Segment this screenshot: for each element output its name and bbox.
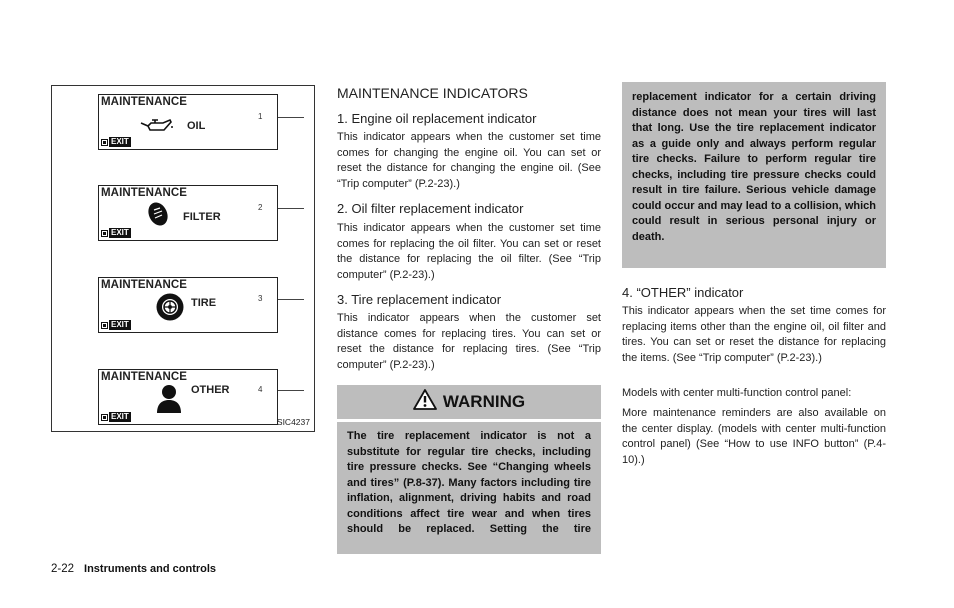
models-note: Models with center multi-function control panel: — [622, 387, 852, 399]
oil-can-icon — [139, 117, 173, 138]
exit-indicator: EXIT — [101, 137, 131, 147]
tire-screen — [98, 277, 278, 333]
warning-header — [337, 385, 601, 419]
section-title: MAINTENANCE INDICATORS — [337, 85, 528, 101]
screen-item-label: TIRE — [191, 297, 217, 309]
callout-line — [278, 390, 304, 391]
sub4-text: This indicator appears when the set time comes for replacing items other than the engine oil, oil filter and tires. You can set or reset the distance for replacing the items. (See “Trip computer” (P.2-23).) — [622, 305, 886, 364]
sub3-heading: 3. Tire replacement indicator — [337, 292, 502, 307]
sub2-text: This indicator appears when the customer set time comes for replacing the oil filter. You can set or reset the distance for replacing the oil filter. (See “Trip computer” (P.2-23).) — [337, 222, 601, 281]
exit-square-icon — [101, 139, 108, 146]
exit-indicator: EXIT — [101, 228, 131, 238]
sub1-heading: 1. Engine oil replacement indicator — [337, 111, 537, 126]
callout-number: 4 — [258, 385, 263, 394]
tire-icon — [155, 292, 185, 327]
oil-filter-icon — [147, 199, 169, 234]
filter-screen — [98, 185, 278, 241]
screen-title: MAINTENANCE — [101, 96, 188, 108]
callout-number: 3 — [258, 294, 263, 303]
callout-line — [278, 299, 304, 300]
warning-label: WARNING — [442, 392, 526, 411]
oil-screen — [98, 94, 278, 150]
screen-title: MAINTENANCE — [101, 279, 188, 291]
screen-item-label: OTHER — [191, 384, 230, 396]
sub3-text: This indicator appears when the customer set distance comes for replacing tires. You can set or reset the distance for replacing tires. (See “Trip computer” (P.2-23).) — [337, 312, 601, 371]
callout-line — [278, 208, 304, 209]
warning-text-part2: replacement indicator for a certain driving distance does not mean your tires will last that long. Use the tire replacement indicator as a guide only and always perform regular tire checks. Failure to perform regular tire checks, including tire pressure checks could result in tire failure. Serious vehicle damage could occur and may lead to a collision, which could result in serious personal injury or death. — [632, 91, 876, 243]
other-screen — [98, 369, 278, 425]
exit-indicator: EXIT — [101, 320, 131, 330]
figure-id: SIC4237 — [276, 417, 310, 427]
maintenance-figure — [51, 85, 315, 432]
exit-square-icon — [101, 322, 108, 329]
warning-text-part1: The tire replacement indicator is not a substitute for regular tire checks, including tire pressure checks. See “Changing wheels and tires” (P.8-37). Many factors including tire inflation, alignment, driving habits and road conditions affect tire wear and when tires should be replaced. Setting the tire — [347, 430, 591, 535]
page-number: 2-22 — [51, 563, 75, 575]
callout-number: 1 — [258, 112, 263, 121]
callout-number: 2 — [258, 203, 263, 212]
sub2-heading: 2. Oil filter replacement indicator — [337, 201, 524, 216]
sub4-heading: 4. “OTHER” indicator — [622, 285, 744, 300]
screen-item-label: FILTER — [183, 211, 221, 223]
screen-title: MAINTENANCE — [101, 187, 188, 199]
person-icon — [155, 383, 183, 418]
more-reminders-text: More maintenance reminders are also available on the center display. (models with center multi-function control panel) (See “How to use INFO button” (P.4-10).) — [622, 407, 886, 466]
warning-body — [337, 422, 601, 554]
screen-title: MAINTENANCE — [101, 371, 188, 383]
section-name: Instruments and controls — [84, 563, 217, 575]
exit-square-icon — [101, 414, 108, 421]
sub1-text: This indicator appears when the customer set time comes for changing the engine oil. You can set or reset the distance for changing the engine oil. (See “Trip computer” (P.2-23).) — [337, 131, 601, 190]
page-footer — [51, 563, 216, 575]
screen-item-label: OIL — [187, 120, 206, 132]
exit-square-icon — [101, 230, 108, 237]
exit-indicator: EXIT — [101, 412, 131, 422]
callout-line — [278, 117, 304, 118]
warning-continued — [622, 82, 886, 268]
warning-triangle-icon — [413, 389, 437, 415]
